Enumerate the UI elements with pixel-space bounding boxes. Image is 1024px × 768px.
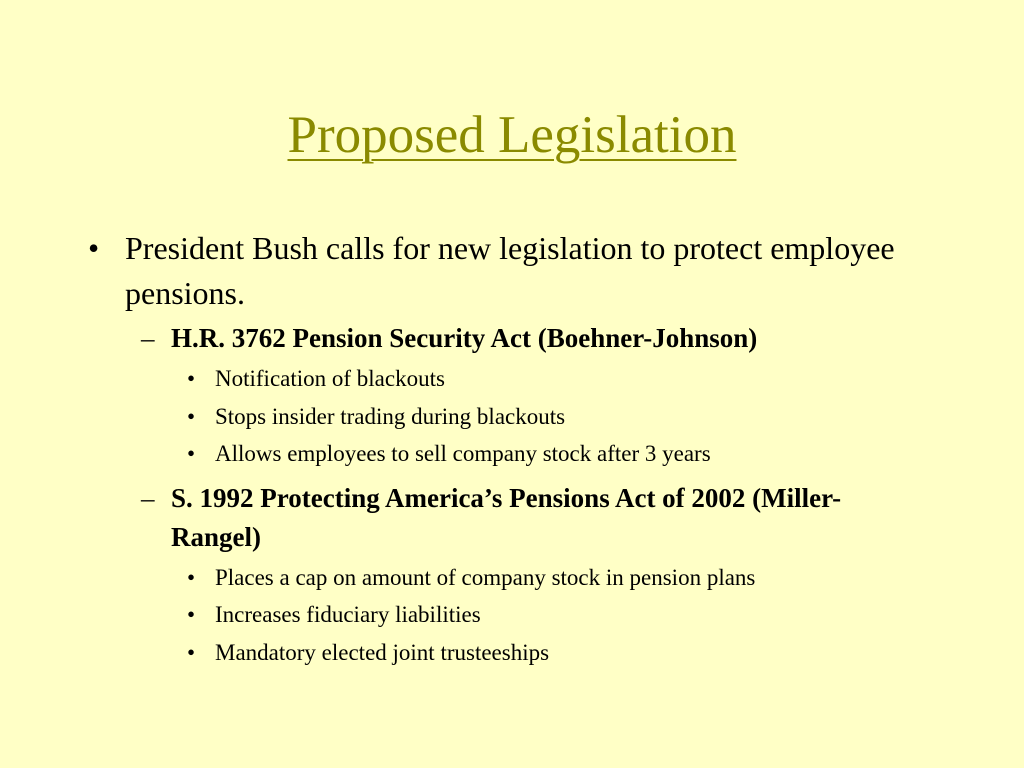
bill-detail <box>187 435 935 473</box>
bullet-icon: • <box>187 403 196 429</box>
bill-detail-text: Notification of blackouts <box>215 366 445 391</box>
bill-name: H.R. 3762 Pension Security Act (Boehner-Johnson) <box>171 323 758 353</box>
bullet-icon: • <box>187 564 196 590</box>
main-point <box>88 226 925 316</box>
slide-title: Proposed Legislation <box>287 106 737 164</box>
bill-detail <box>187 398 935 436</box>
bill-detail-text: Mandatory elected joint trusteeships <box>215 639 550 665</box>
bullet-icon: • <box>187 441 196 466</box>
bill-detail-text: Increases fiduciary liabilities <box>215 602 481 627</box>
bill-detail <box>187 559 935 597</box>
bill-item <box>141 319 931 358</box>
bill-detail <box>187 596 935 634</box>
main-point-text: President Bush calls for new legislation to protect employee pensions. <box>125 230 895 311</box>
bill-detail <box>187 634 935 672</box>
bullet-icon: • <box>187 602 196 627</box>
bill-detail-text: Stops insider trading during blackouts <box>215 403 566 429</box>
dash-icon: – <box>141 482 155 513</box>
bullet-icon: • <box>187 366 196 391</box>
bullet-icon: • <box>88 230 100 266</box>
dash-icon: – <box>141 323 155 353</box>
bill-detail <box>187 360 935 398</box>
bullet-icon: • <box>187 639 196 665</box>
bill-item <box>141 479 931 557</box>
bill-detail-text: Places a cap on amount of company stock in pension plans <box>215 564 756 590</box>
bill-detail-text: Allows employees to sell company stock after 3 years <box>215 441 711 466</box>
slide-body <box>0 226 1024 671</box>
bill-name: S. 1992 Protecting America’s Pensions Act of 2002 (Miller-Rangel) <box>171 482 842 552</box>
